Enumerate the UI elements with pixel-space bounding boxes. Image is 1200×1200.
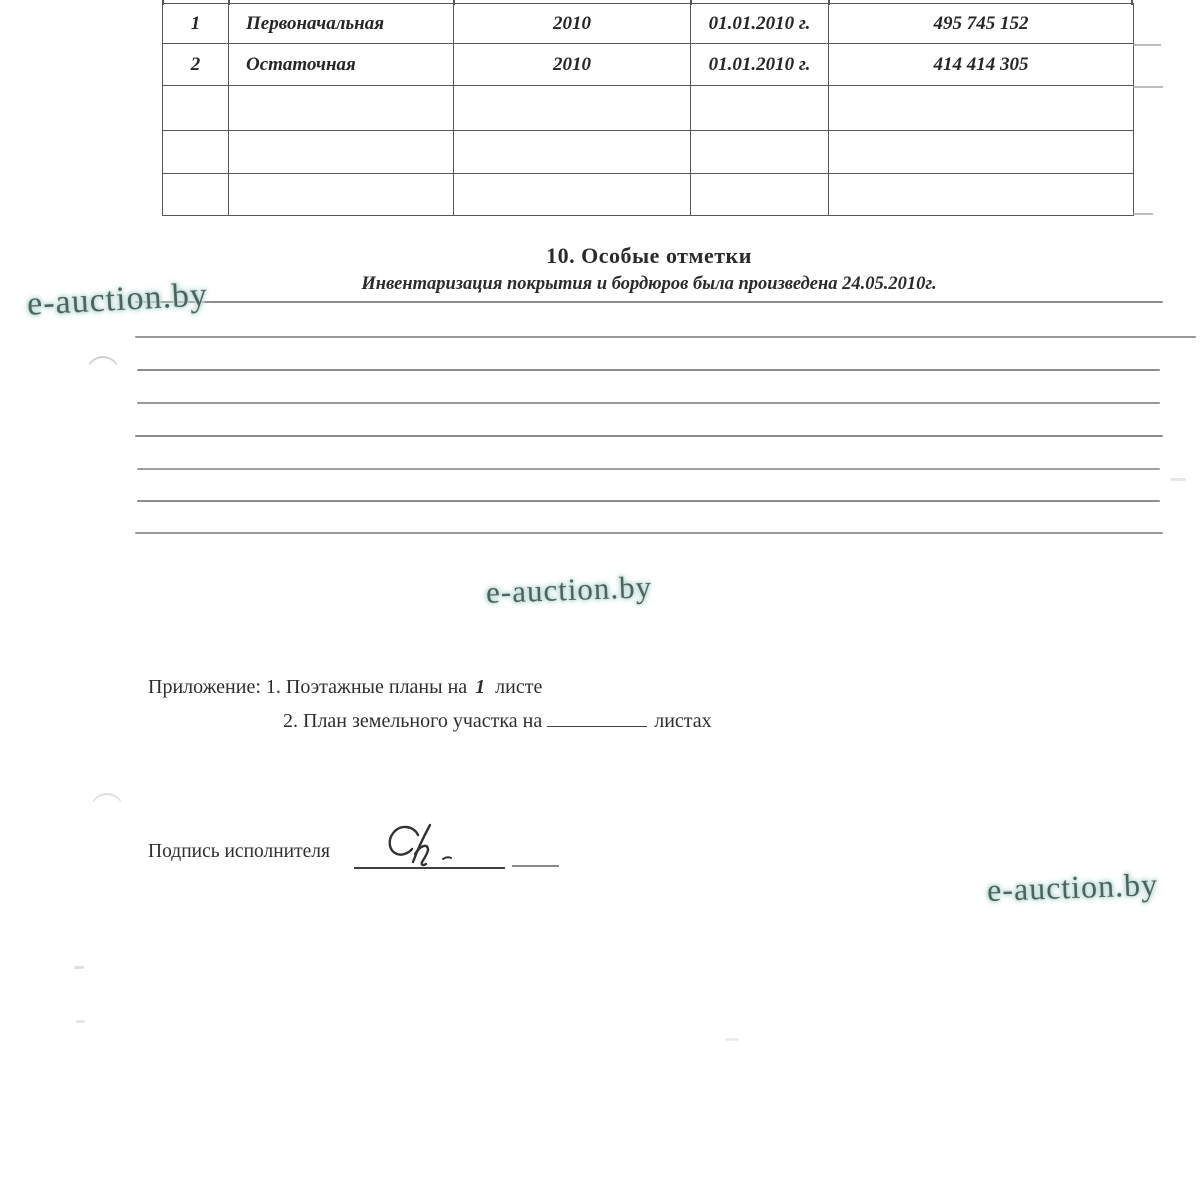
scan-line-artifact	[1133, 213, 1153, 215]
table-row	[163, 44, 1134, 86]
cell-amount: 414 414 305	[829, 44, 1134, 86]
cell-row-number	[163, 86, 229, 131]
cell-value-type	[229, 131, 454, 174]
section-heading: 10. Особые отметки	[546, 243, 752, 268]
cell-date	[691, 86, 829, 131]
ruled-line	[137, 468, 1160, 470]
ruled-line	[135, 435, 1163, 437]
ruled-line	[135, 301, 1163, 303]
cell-row-number: 2	[163, 44, 229, 86]
cell-date: 01.01.2010 г.	[691, 44, 829, 86]
cell-year	[454, 174, 691, 216]
watermark: e-auction.by	[986, 866, 1159, 908]
appendix-block	[148, 676, 712, 733]
appendix-line2-suffix: листах	[654, 710, 712, 732]
scan-line-artifact	[1133, 86, 1163, 88]
table-row-empty	[163, 86, 1134, 131]
cell-amount	[829, 86, 1134, 131]
appendix-line1-text: Приложение: 1. Поэтажные планы на	[148, 676, 468, 698]
cell-value-type: Остаточная	[229, 44, 454, 86]
blank-fill-line	[547, 708, 647, 727]
scan-arc-artifact	[89, 793, 125, 813]
cell-row-number	[163, 174, 229, 216]
cell-amount	[829, 174, 1134, 216]
cell-amount: 495 745 152	[829, 4, 1134, 44]
valuation-table	[162, 3, 1134, 216]
scan-arc-artifact	[85, 356, 121, 376]
table-row	[163, 4, 1134, 44]
cell-value-type	[229, 174, 454, 216]
cell-date	[691, 131, 829, 174]
cell-amount	[829, 131, 1134, 174]
cell-year	[454, 86, 691, 131]
section-note: Инвентаризация покрытия и бордюров была произведена 24.05.2010г.	[361, 274, 937, 294]
ruled-line	[137, 500, 1160, 502]
ruled-line	[137, 402, 1160, 404]
ruled-line	[137, 369, 1160, 371]
scan-speck	[1170, 478, 1186, 481]
appendix-line1-suffix: листе	[495, 676, 543, 698]
watermark: e-auction.by	[485, 569, 653, 610]
handwritten-signature	[381, 822, 481, 874]
cell-year: 2010	[454, 4, 691, 44]
appendix-sheet-count: 1	[475, 676, 486, 698]
cell-row-number: 1	[163, 4, 229, 44]
watermark: e-auction.by	[26, 276, 209, 323]
signature-label: Подпись исполнителя	[148, 841, 330, 862]
ruled-line	[135, 336, 1196, 338]
cell-date: 01.01.2010 г.	[691, 4, 829, 44]
cell-date	[691, 174, 829, 216]
appendix-line-2	[148, 708, 712, 733]
cell-value-type	[229, 86, 454, 131]
scan-speck	[725, 1038, 739, 1041]
ruled-line	[135, 532, 1163, 534]
cell-year: 2010	[454, 44, 691, 86]
table-row-empty	[163, 131, 1134, 174]
cell-year	[454, 131, 691, 174]
appendix-line2-text: 2. План земельного участка на	[283, 710, 543, 732]
appendix-line-1	[148, 676, 712, 699]
signature-line-segment	[512, 865, 559, 867]
table-row-empty	[163, 174, 1134, 216]
cell-row-number	[163, 131, 229, 174]
cell-value-type: Первоначальная	[229, 4, 454, 44]
scan-speck	[74, 966, 84, 969]
scan-line-artifact	[1133, 44, 1161, 46]
scan-speck	[76, 1020, 85, 1023]
